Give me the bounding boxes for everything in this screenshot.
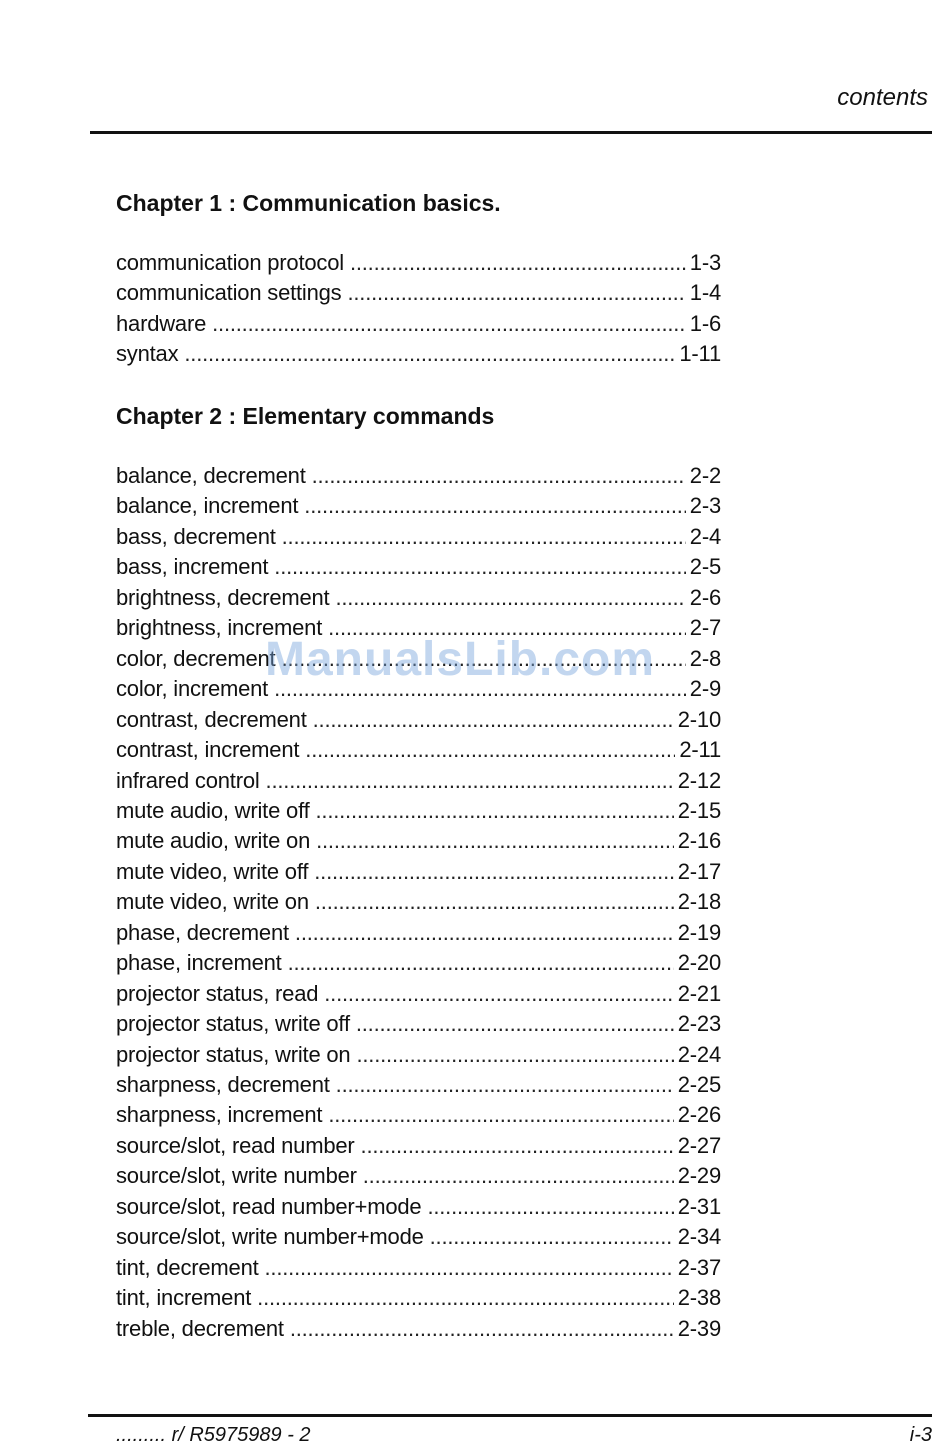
dot-leader — [266, 768, 674, 794]
toc-entry-label: tint, decrement — [116, 1254, 259, 1280]
dot-leader — [304, 493, 686, 519]
toc-entry-label: bass, decrement — [116, 523, 276, 549]
toc-entry[interactable] — [116, 1316, 721, 1346]
toc-entry-page: 1-11 — [679, 341, 721, 367]
toc-entry[interactable] — [116, 463, 721, 493]
toc-entry-page: 2-2 — [689, 463, 721, 488]
toc-entry[interactable] — [116, 1194, 721, 1224]
toc-entry-label: mute video, write on — [116, 889, 309, 915]
toc-entry[interactable] — [116, 554, 721, 584]
dot-leader — [316, 798, 674, 824]
dot-leader — [313, 707, 674, 733]
toc-entry[interactable] — [116, 1255, 721, 1285]
toc-entry-page: 2-37 — [677, 1254, 721, 1280]
toc-entry-page: 2-39 — [677, 1315, 721, 1341]
toc-entry[interactable] — [116, 798, 721, 828]
toc-entry-page: 2-12 — [677, 767, 721, 793]
toc-entry[interactable] — [116, 1072, 721, 1102]
toc-entry[interactable] — [116, 828, 721, 858]
toc-entry[interactable] — [116, 585, 721, 615]
toc-entry[interactable] — [116, 341, 721, 371]
dot-leader — [282, 524, 686, 550]
dot-leader — [212, 311, 686, 337]
toc-entry-label: tint, increment — [116, 1285, 252, 1311]
toc-entry-page: 2-11 — [679, 737, 721, 763]
toc-entry-page: 2-18 — [677, 889, 721, 915]
footer-document-code: ......... r/ R5975989 - 2 — [116, 1424, 311, 1446]
toc-entry[interactable] — [116, 1285, 721, 1315]
dot-leader — [295, 920, 674, 946]
toc-entry-label: balance, increment — [116, 493, 299, 519]
toc-entry[interactable] — [116, 1102, 721, 1132]
bottom-divider — [88, 1414, 932, 1417]
dot-leader — [335, 585, 685, 611]
dot-leader — [347, 280, 685, 306]
toc-entry[interactable] — [116, 707, 721, 737]
toc-entry-page: 2-4 — [689, 523, 721, 549]
dot-leader — [312, 463, 686, 489]
chapter-title: Chapter 2 : Elementary commands — [116, 403, 495, 429]
toc-entry-page: 2-34 — [677, 1224, 721, 1250]
dot-leader — [274, 554, 686, 580]
toc-entry-label: infrared control — [116, 767, 260, 793]
dot-leader — [265, 1255, 674, 1281]
toc-entry-page: 2-31 — [677, 1193, 721, 1219]
dot-leader — [316, 828, 674, 854]
toc-entry-page: 2-25 — [677, 1072, 721, 1097]
dot-leader — [430, 1224, 674, 1250]
toc-entry[interactable] — [116, 493, 721, 523]
toc-entry-page: 2-5 — [689, 554, 721, 580]
dot-leader — [315, 889, 674, 915]
toc-entry[interactable] — [116, 524, 721, 554]
toc-entry[interactable] — [116, 889, 721, 919]
toc-entry-page: 2-38 — [677, 1285, 721, 1311]
dot-leader — [288, 950, 674, 976]
toc-entry[interactable] — [116, 1163, 721, 1193]
toc-entry-label: source/slot, read number+mode — [116, 1193, 422, 1219]
toc-entry-label: sharpness, decrement — [116, 1072, 330, 1097]
toc-entry-label: communication protocol — [116, 250, 344, 275]
toc-entry-label: projector status, write off — [116, 1011, 350, 1037]
toc-entry-label: color, decrement — [116, 645, 276, 671]
toc-entry-page: 1-6 — [689, 310, 721, 336]
toc-entry-label: brightness, increment — [116, 615, 323, 641]
toc-entry-label: phase, increment — [116, 950, 282, 976]
toc-entry-label: source/slot, read number — [116, 1132, 355, 1158]
dot-leader — [356, 1011, 674, 1037]
toc-entry-page: 2-26 — [677, 1102, 721, 1128]
toc-entry[interactable] — [116, 280, 721, 310]
dot-leader — [328, 1102, 673, 1128]
footer-page-number: i-3 — [909, 1424, 932, 1446]
toc-entry-page: 2-9 — [689, 676, 721, 702]
toc-entry-label: phase, decrement — [116, 919, 289, 945]
toc-entry-label: balance, decrement — [116, 463, 306, 488]
toc-entry-page: 2-24 — [677, 1041, 721, 1067]
toc-entry-page: 2-15 — [677, 797, 721, 823]
toc-entry-label: projector status, write on — [116, 1041, 351, 1067]
toc-entry[interactable] — [116, 920, 721, 950]
dot-leader — [361, 1133, 674, 1159]
toc-entry[interactable] — [116, 1011, 721, 1041]
toc-entry[interactable] — [116, 1042, 721, 1072]
toc-entry-page: 2-8 — [689, 645, 721, 671]
dot-leader — [363, 1163, 674, 1189]
toc-entry-label: source/slot, write number+mode — [116, 1224, 424, 1250]
toc-entry-label: mute audio, write on — [116, 828, 311, 854]
dot-leader — [257, 1285, 674, 1311]
toc-entry-label: mute video, write off — [116, 858, 309, 884]
toc-entry-label: bass, increment — [116, 554, 269, 580]
chapter-title: Chapter 1 : Communication basics. — [116, 190, 501, 216]
toc-entry-label: hardware — [116, 310, 207, 336]
toc-entry-page: 2-7 — [689, 615, 721, 641]
toc-entry[interactable] — [116, 1224, 721, 1254]
toc-entry[interactable] — [116, 950, 721, 980]
toc-entry-label: treble, decrement — [116, 1315, 284, 1341]
top-divider — [90, 131, 932, 134]
dot-leader — [336, 1072, 674, 1098]
toc-entry-page: 2-3 — [689, 493, 721, 519]
toc-entry-page: 2-21 — [677, 980, 721, 1006]
toc-entry-label: communication settings — [116, 280, 342, 306]
toc-entry-page: 2-23 — [677, 1011, 721, 1037]
toc-entry[interactable] — [116, 311, 721, 341]
toc-entry-page: 2-19 — [677, 919, 721, 945]
toc-entry-label: color, increment — [116, 676, 269, 702]
toc-entry-page: 2-10 — [677, 706, 721, 732]
toc-entry-page: 2-6 — [689, 584, 721, 610]
dot-leader — [290, 1316, 674, 1342]
watermark: ManualsLib.com — [265, 633, 656, 686]
dot-leader — [356, 1042, 673, 1068]
toc-entry-page: 2-16 — [677, 828, 721, 854]
toc-entry-page: 2-29 — [677, 1163, 721, 1189]
toc-entry[interactable] — [116, 981, 721, 1011]
page-header-label: contents — [837, 84, 928, 111]
toc-entry-label: projector status, read — [116, 980, 319, 1006]
toc-entry-label: syntax — [116, 341, 179, 367]
dot-leader — [305, 737, 675, 763]
toc-entry-page: 1-4 — [689, 280, 721, 306]
dot-leader — [314, 859, 674, 885]
toc-entry-label: contrast, increment — [116, 737, 300, 763]
toc-entry-page: 1-3 — [689, 250, 721, 275]
toc-entry[interactable] — [116, 250, 721, 280]
toc-entry-label: mute audio, write off — [116, 797, 310, 823]
toc-entry-label: sharpness, increment — [116, 1102, 323, 1128]
toc-entry[interactable] — [116, 1133, 721, 1163]
toc-entry-page: 2-17 — [677, 858, 721, 884]
dot-leader — [184, 341, 675, 367]
dot-leader — [427, 1194, 673, 1220]
toc-entry[interactable] — [116, 737, 721, 767]
toc-entry-page: 2-27 — [677, 1132, 721, 1158]
dot-leader — [350, 250, 686, 276]
toc-entry[interactable] — [116, 768, 721, 798]
dot-leader — [324, 981, 674, 1007]
toc-entry-page: 2-20 — [677, 950, 721, 976]
toc-entry-label: brightness, decrement — [116, 584, 330, 610]
toc-entry-label: source/slot, write number — [116, 1163, 357, 1189]
toc-entry-label: contrast, decrement — [116, 706, 307, 732]
toc-entry[interactable] — [116, 859, 721, 889]
